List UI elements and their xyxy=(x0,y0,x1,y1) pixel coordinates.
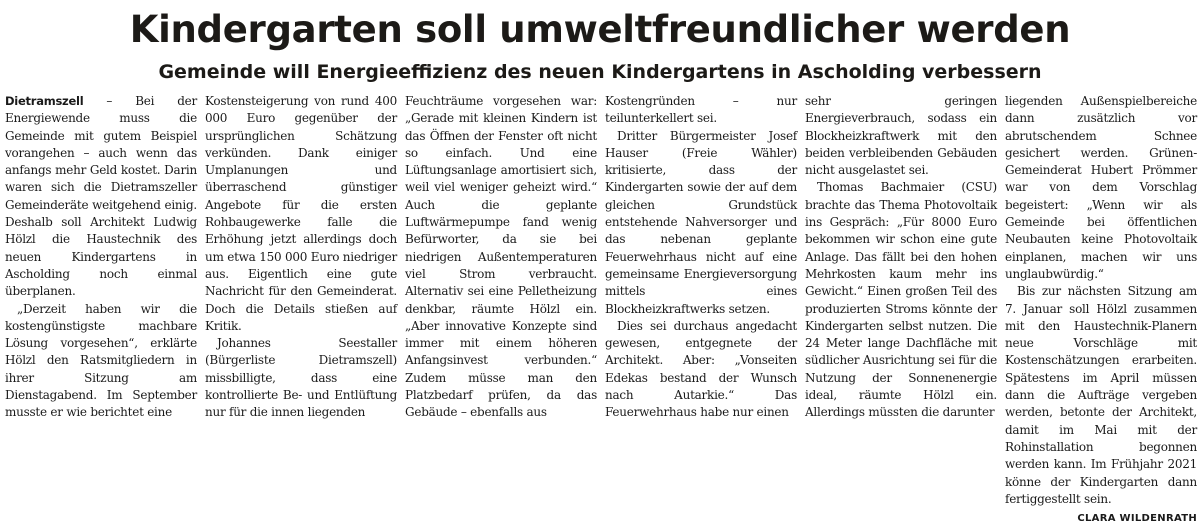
headline: Kindergarten soll umweltfreundlicher werden xyxy=(129,8,1071,51)
paragraph-text: Kostensteigerung von rund 400 000 Euro gegenüber der ursprünglichen Schätzung verkünden. Dank einiger Umplanungen und überraschend günstiger Angebote für die ersten Rohbaugewerke falle die Erhöhung jetzt allerdings doch um etwa 150 000 Euro niedriger aus. Eigentlich eine gute Nachricht für den Gemeinderat. Doch die Details stießen auf Kritik. xyxy=(205,94,397,333)
paragraph-text: Dritter Bürgermeister Josef Hauser (Freie Wähler) kritisierte, dass der Kindergarten sowie der auf dem gleichen Grundstück entstehende Nahversorger und das nebenan geplante Feuerwehrhaus nicht auf eine gemeinsame Energieversorgung mittels eines Blockheizkraftwerks setzen. xyxy=(605,128,797,316)
body-paragraph xyxy=(5,301,197,422)
body-paragraph xyxy=(205,335,397,421)
article-column-1 xyxy=(5,93,197,527)
body-paragraph xyxy=(805,179,997,421)
lead-paragraph xyxy=(5,93,197,301)
paragraph-text: Feuchträume vorgesehen war: „Gerade mit kleinen Kindern ist das Öffnen der Fenster oft nicht so einfach. Und eine Lüftungsanlage amortisiert sich, weil viel weniger geheizt wird.“ Auch die geplante Luftwärmepumpe fand wenig Befürworter, da sie bei niedrigen Außentemperaturen viel Strom verbraucht. Alternativ sei eine Pelletheizung denkbar, räumte Hölzl ein. „Aber innovative Konzepte sind immer mit einem höheren Anfangsinvest verbunden.“ Zudem müsse man den Platzbedarf prüfen, da das Gebäude – ebenfalls aus xyxy=(405,94,597,420)
article-column-2 xyxy=(205,93,397,527)
body-paragraph-continued xyxy=(205,93,397,335)
body-paragraph-continued xyxy=(805,93,997,179)
paragraph-text: Bis zur nächsten Sitzung am 7. Januar soll Hölzl zusammen mit den Haustechnik-Planern neue Vorschläge mit Kostenschätzungen erarbeiten. Spätestens im April müssen dann die Aufträge vergeben werden, betonte der Architekt, damit im Mai mit der Rohinstallation begonnen werden kann. Im Frühjahr 2021 könne der Kindergarten dann fertiggestellt sein. xyxy=(1005,284,1197,506)
paragraph-text: Thomas Bachmaier (CSU) brachte das Thema Photovoltaik ins Gespräch: „Für 8000 Euro bekommen wir schon eine gute Anlage. Das fällt bei den hohen Mehrkosten kaum mehr ins Gewicht.“ Einen großen Teil des produzierten Stroms könnte der Kindergarten selbst nutzen. Die 24 Meter lange Dachfläche mit südlicher Ausrichtung sei für die Nutzung der Sonnenenergie ideal, räumte Hölzl ein. Allerdings müssten die darunter xyxy=(805,180,997,420)
article-body xyxy=(5,93,1197,525)
subheadline: Gemeinde will Energieeffizienz des neuen Kindergartens in Ascholding verbessern xyxy=(158,61,1042,83)
body-paragraph-continued xyxy=(405,93,597,422)
article-column-3 xyxy=(405,93,597,527)
paragraph-text: – Bei der Energiewende muss die Gemeinde mit gutem Beispiel vorangehen – auch wenn das anfangs mehr Geld kostet. Darin waren sich die Dietramszeller Gemeinderäte weitgehend einig. Deshalb soll Architekt Ludwig Hölzl die Haustechnik des neuen Kindergartens in Ascholding noch einmal überplanen. xyxy=(5,94,197,299)
body-paragraph-continued xyxy=(605,93,797,128)
body-paragraph xyxy=(1005,283,1197,525)
article-column-5 xyxy=(805,93,997,527)
article-column-4 xyxy=(605,93,797,527)
paragraph-text: „Derzeit haben wir die kostengünstigste machbare Lösung vorgesehen“, erklärte Hölzl den Ratsmitgliedern in ihrer Sitzung am Dienstagabend. Im September musste er wie berichtet eine xyxy=(5,301,197,420)
paragraph-text: Johannes Seestaller (Bürgerliste Dietramszell) missbilligte, dass eine kontrollierte Be- und Entlüftung nur für die innen liegenden xyxy=(205,336,397,420)
paragraph-text: sehr geringen Energieverbrauch, sodass ein Blockheizkraftwerk mit den beiden verbleibenden Gebäuden nicht ausgelastet sei. xyxy=(805,94,997,178)
body-paragraph xyxy=(605,128,797,318)
body-paragraph xyxy=(605,318,797,422)
paragraph-text: liegenden Außenspielbereiche dann zusätzlich vor abrutschendem Schnee gesichert werden. Grünen-Gemeinderat Hubert Prömmer war von dem Vorschlag begeistert: „Wenn wir als Gemeinde bei öffentlichen Neubauten keine Photovoltaik einplanen, machen wir uns unglaubwürdig.“ xyxy=(1005,94,1197,281)
paragraph-text: Dies sei durchaus angedacht gewesen, entgegnete der Architekt. Aber: „Vonseiten Edekas bestand der Wunsch nach Autarkie.“ Das Feuerwehrhaus habe nur einen xyxy=(605,318,797,420)
body-paragraph-continued xyxy=(1005,93,1197,283)
article-column-6 xyxy=(1005,93,1197,527)
author-byline: CLARA WILDENRATH xyxy=(1077,513,1197,525)
dateline: Dietramszell xyxy=(5,94,84,108)
paragraph-text: Kostengründen – nur teilunterkellert sei. xyxy=(605,94,797,126)
